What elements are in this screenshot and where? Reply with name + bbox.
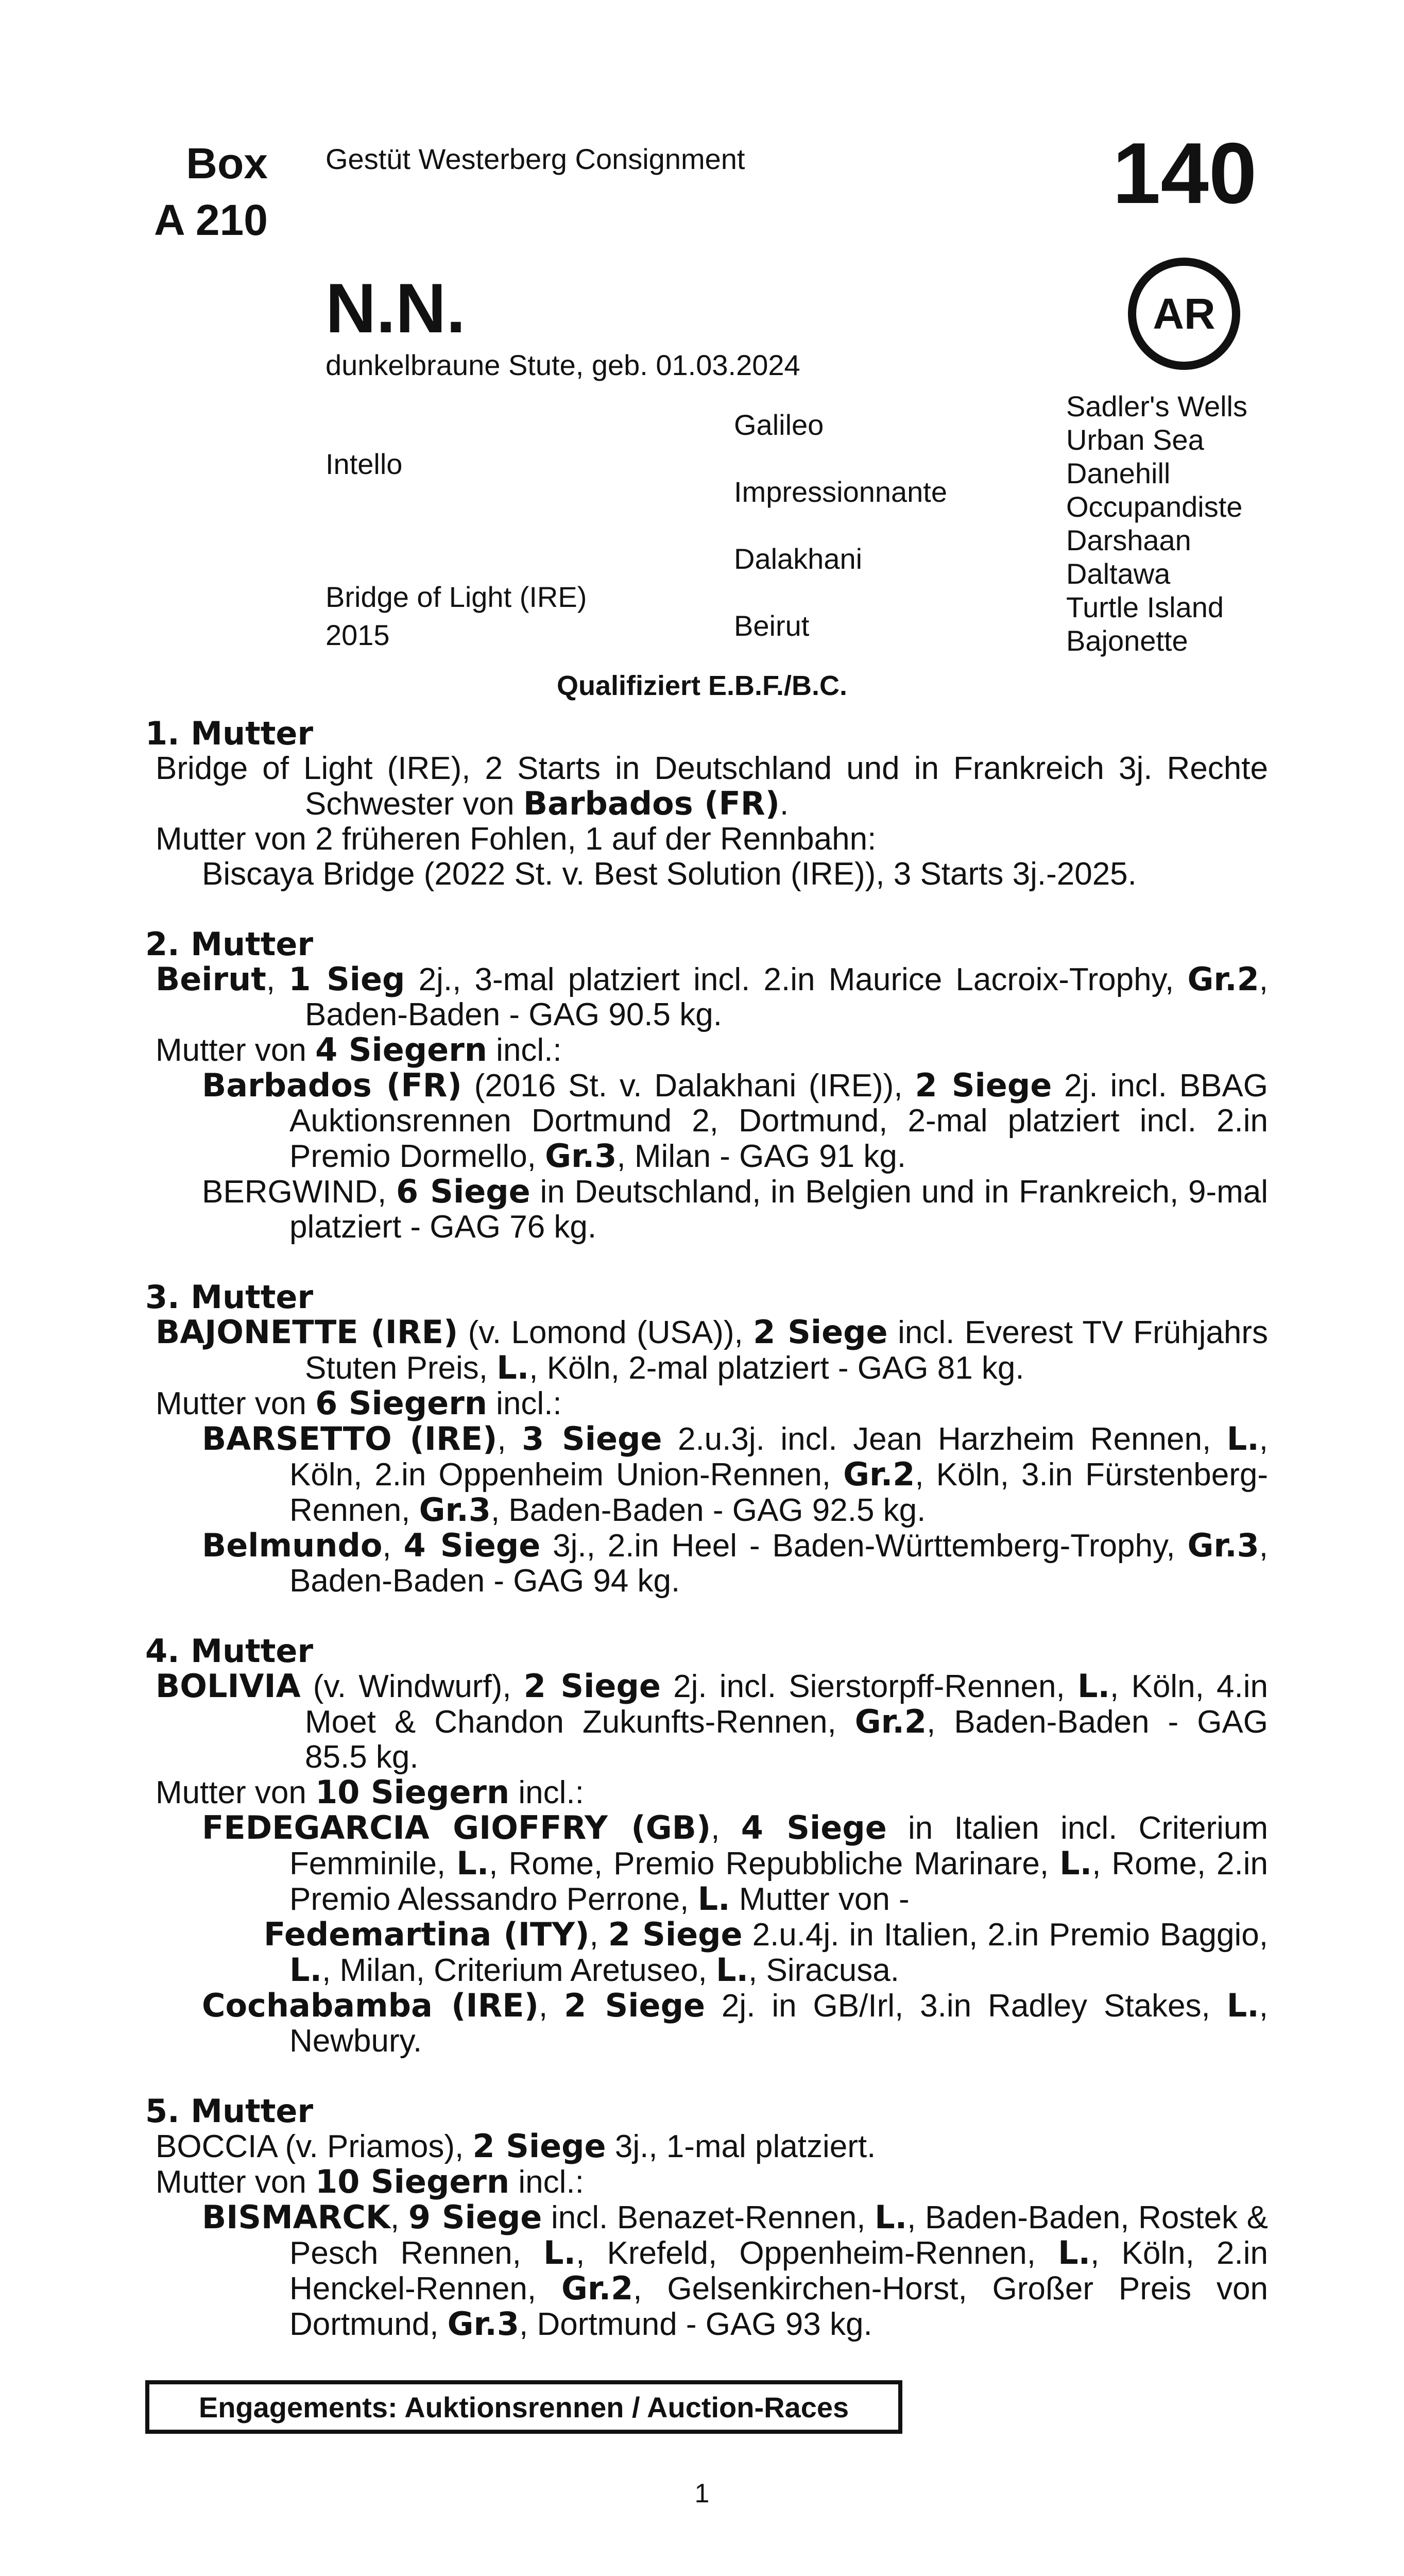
pedigree-gen3: Turtle Island [1066, 591, 1224, 623]
produce-summary: Mutter von 4 Siegern incl.: [156, 1031, 562, 1069]
produce-record: BARSETTO (IRE), 3 Siege 2.u.3j. incl. Jean Harzheim Rennen, L., Köln, 2.in Oppenheim Union-Rennen, Gr.2, Köln, 3.in Fürstenberg-Rennen, Gr.3, Baden-Baden - GAG 92.5 kg. [202, 1420, 1268, 1529]
produce-record: Belmundo, 4 Siege 3j., 2.in Heel - Baden-Württemberg-Trophy, Gr.3, Baden-Baden - GAG 94 kg. [202, 1527, 1268, 1599]
produce-summary: Mutter von 6 Siegern incl.: [156, 1384, 562, 1422]
produce-record: Biscaya Bridge (2022 St. v. Best Solution (IRE)), 3 Starts 3j.-2025. [202, 856, 1137, 892]
produce-record: Barbados (FR) (2016 St. v. Dalakhani (IRE)), 2 Siege 2j. incl. BBAG Auktionsrennen Dortmund 2, Dortmund, 2-mal platziert incl. 2.in Premio Dormello, Gr.3, Milan - GAG 91 kg. [202, 1066, 1268, 1175]
section-heading: 4. Mutter [145, 1632, 314, 1670]
dam-record: BOLIVIA (v. Windwurf), 2 Siege 2j. incl. Sierstorpff-Rennen, L., Köln, 4.in Moet & Chandon Zukunfts-Rennen, Gr.2, Baden-Baden - GAG 85.5 kg. [156, 1667, 1269, 1775]
pedigree-gen2: Dalakhani [734, 543, 863, 575]
box-label [113, 135, 268, 248]
engagements-box: Engagements: Auktionsrennen / Auction-Races [145, 2380, 902, 2434]
consignor: Gestüt Westerberg Consignment [326, 143, 745, 175]
produce-record: FEDEGARCIA GIOFFRY (GB), 4 Siege in Italien incl. Criterium Femminile, L., Rome, Premio Repubbliche Marinare, L., Rome, 2.in Premio Alessandro Perrone, L. Mutter von - [202, 1809, 1269, 1918]
produce-summary: Mutter von 2 früheren Fohlen, 1 auf der Rennbahn: [156, 821, 877, 857]
pedigree-gen2: Beirut [734, 609, 810, 642]
pedigree-gen3: Occupandiste [1066, 490, 1243, 523]
family-details [145, 716, 1268, 2342]
pedigree-gen3: Darshaan [1066, 524, 1191, 556]
produce-summary: Mutter von 10 Siegern incl.: [156, 2163, 584, 2200]
box-title: Box [186, 139, 268, 188]
pedigree-gen3: Urban Sea [1066, 423, 1204, 456]
page-number: 1 [694, 2479, 710, 2509]
produce-record: BISMARCK, 9 Siege incl. Benazet-Rennen, L., Baden-Baden, Rostek & Pesch Rennen, L., Krefeld, Oppenheim-Rennen, L., Köln, 2.in Henckel-Rennen, Gr.2, Gelsenkirchen-Horst, Großer Preis von Dortmund, Gr.3, Dortmund - GAG 93 kg. [202, 2198, 1268, 2343]
horse-description: dunkelbraune Stute, geb. 01.03.2024 [326, 349, 800, 381]
dam-record: BOCCIA (v. Priamos), 2 Siege 3j., 1-mal platziert. [156, 2127, 876, 2165]
produce-record: BERGWIND, 6 Siege in Deutschland, in Belgien und in Frankreich, 9-mal platziert - GAG 76 kg. [202, 1173, 1268, 1245]
ar-badge: AR [1128, 258, 1240, 370]
pedigree-dam-year: 2015 [326, 619, 390, 651]
box-number: A 210 [153, 196, 268, 244]
pedigree-gen2: Impressionnante [734, 476, 948, 508]
produce-record: Cochabamba (IRE), 2 Siege 2j. in GB/Irl, 3.in Radley Stakes, L., Newbury. [202, 1987, 1268, 2059]
pedigree-sire: Intello [326, 448, 403, 480]
section-heading: 2. Mutter [145, 925, 314, 963]
pedigree-gen3: Bajonette [1066, 624, 1188, 657]
lot-number: 140 [1112, 125, 1257, 222]
pedigree-gen2: Galileo [734, 409, 824, 441]
dam-record: Bridge of Light (IRE), 2 Starts in Deutschland und in Frankreich 3j. Rechte Schwester von Barbados (FR). [156, 751, 1268, 822]
pedigree-gen3: Danehill [1066, 457, 1171, 489]
pedigree-dam: Bridge of Light (IRE) [326, 581, 587, 613]
section-heading: 5. Mutter [145, 2092, 314, 2130]
pedigree-gen3: Daltawa [1066, 557, 1171, 590]
dam-record: Beirut, 1 Sieg 2j., 3-mal platziert incl. 2.in Maurice Lacroix-Trophy, Gr.2, Baden-Baden - GAG 90.5 kg. [156, 960, 1268, 1032]
pedigree-gen3: Sadler's Wells [1066, 390, 1247, 422]
dam-record: BAJONETTE (IRE) (v. Lomond (USA)), 2 Siege incl. Everest TV Frühjahrs Stuten Preis, L., Köln, 2-mal platziert - GAG 81 kg. [156, 1313, 1268, 1386]
grandchild-record: Fedemartina (ITY), 2 Siege 2.u.4j. in Italien, 2.in Premio Baggio, L., Milan, Criterium Aretuseo, L., Siracusa. [264, 1916, 1268, 1989]
produce-summary: Mutter von 10 Siegern incl.: [156, 1773, 584, 1811]
section-heading: 3. Mutter [145, 1278, 314, 1316]
section-heading: 1. Mutter [145, 715, 314, 752]
qualification: Qualifiziert E.B.F./B.C. [556, 670, 848, 701]
horse-name: N.N. [326, 269, 466, 347]
